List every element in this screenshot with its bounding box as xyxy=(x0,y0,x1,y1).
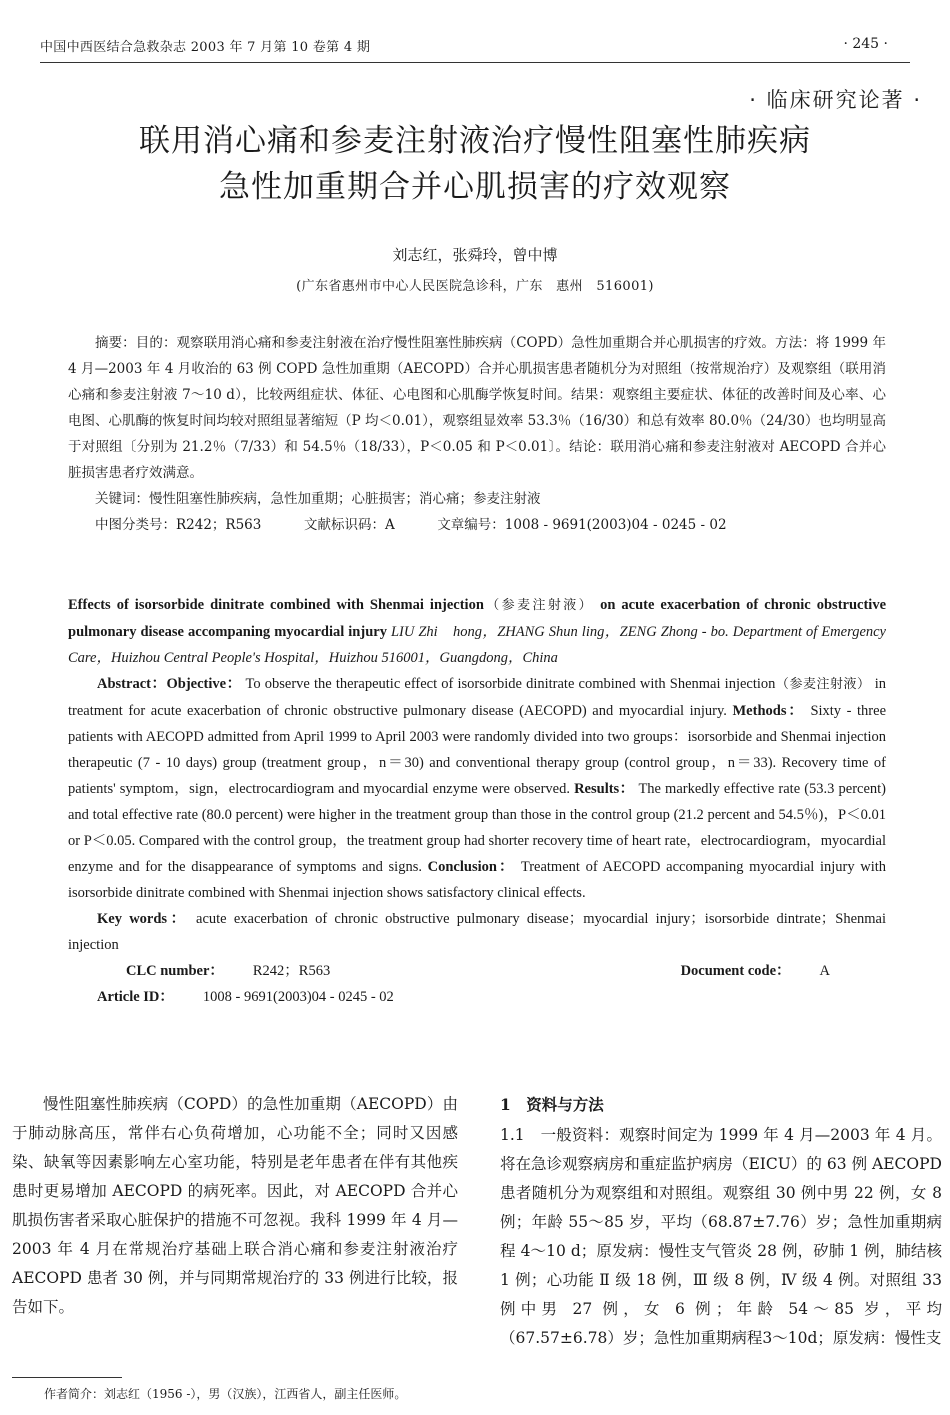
en-clc xyxy=(97,958,358,984)
cn-article-id: 文章编号：1008 - 9691(2003)04 - 0245 - 02 xyxy=(437,517,727,533)
en-article-id xyxy=(68,984,422,1010)
footnote-rule xyxy=(12,1377,122,1378)
cn-doc-code: 文献标识码：A xyxy=(303,517,395,533)
conclusion-text: Treatment of AECOPD accompaning myocardial injury with isorsorbide dinitrate combined with Shenmai injection shows satisfactory clinical effects. xyxy=(68,859,886,901)
intro-paragraph: 慢性阻塞性肺疾病（COPD）的急性加重期（AECOPD）由于肺动脉高压，常伴右心负荷增加，心功能不全；同时又因感染、缺氧等因素影响左心室功能，特别是老年患者在伴有其他疾患时更易增加 AECOPD 的病死率。因此，对 AECOPD 合并心肌损伤害者采取心脏保护的措施不可忽视。我科 1999 年 4 月—2003 年 4 月在常规治疗基础上联合消心痛和参麦注射液治疗 AECOPD 患者 30 例，并与同期常规治疗的 33 例进行比较，报告如下。 xyxy=(12,1095,458,1316)
chinese-abstract xyxy=(68,330,886,538)
page-number: · 245 · xyxy=(843,36,888,52)
objective-label: Objective： xyxy=(166,676,242,692)
section-heading: 1 资料与方法 xyxy=(500,1095,604,1114)
doc-code-value: A xyxy=(819,963,830,979)
en-title xyxy=(68,592,886,671)
section-tag: · 临床研究论著 · xyxy=(749,88,922,112)
journal-name: 中国中西医结合急救杂志 2003 年 7 月第 10 卷第 4 期 xyxy=(40,40,371,55)
authors: 刘志红，张舜玲，曾中博 xyxy=(392,246,558,264)
cn-ids xyxy=(68,512,886,538)
keywords-text: acute exacerbation of chronic obstructive pulmonary disease；myocardial injury；isorsorbide dintrate；Shenmai injection xyxy=(68,911,887,953)
conclusion-label: Conclusion： xyxy=(427,859,516,875)
article-id-value: 1008 - 9691(2003)04 - 0245 - 02 xyxy=(202,989,394,1005)
en-title-part-a: Effects of isorsorbide dinitrate combined with Shenmai injection xyxy=(68,597,484,613)
objective-text-b: in treatment for acute exacerbation of chronic obstructive pulmonary disease (AECOPD) and myocardial injury. xyxy=(68,676,886,719)
clc-value: R242；R563 xyxy=(252,963,331,979)
en-title-cn: （参麦注射液） xyxy=(483,598,595,613)
keywords-label: Key words： xyxy=(97,911,189,927)
methods-paragraph: 1.1 一般资料：观察时间定为 1999 年 4 月—2003 年 4 月。将在急诊观察病房和重症监护病房（EICU）的 63 例 AECOPD 患者随机分为观察组和对照组。观察组 30 例中男 22 例，女 8 例；年龄 55～85 岁，平均（68.87±7.76）岁；急性加重期病程 4～10 d；原发病：慢性支气管炎 28 例，矽肺 1 例，肺结核 1 例；心功能 Ⅱ 级 18 例，Ⅲ 级 8 例，Ⅳ 级 4 例。对照组 33 例中男 27 例，女 6 例；年龄 54～85 岁，平均（67.57±6.78）岁；急性加重期病程3～10d；原发病：慢性支 xyxy=(500,1126,942,1347)
article-id-label: Article ID： xyxy=(97,989,174,1005)
en-authors-affil: LIU Zhi hong，ZHANG Shun ling，ZENG Zhong - bo. Department of Emergency Care，Huizhou Central People's Hospital，Huizhou 516001，Guangdong，China xyxy=(68,624,886,666)
en-ids xyxy=(68,958,886,1010)
results-text: The markedly effective rate (53.3 percent) and total effective rate (80.0 percent) were higher in the treatment group than those in the control group (21.2 percent and 54.5％)，P＜0.01 or P＜0.05. Compared with the control group，the treatment group had shorter recovery time of heart rate，electrocardiogram，myocardial enzyme and for the disappearance of symptoms and signs. xyxy=(68,781,886,875)
author-footnote: 作者简介：刘志红（1956 -），男（汉族），江西省人，副主任医师。 xyxy=(44,1387,407,1401)
body-column-left xyxy=(12,1090,458,1322)
objective-text-a: To observe the therapeutic effect of isorsorbide dinitrate combined with Shenmai injection xyxy=(245,676,776,692)
en-keywords xyxy=(68,906,886,958)
clc-label: CLC number： xyxy=(126,963,224,979)
title-line-1: 联用消心痛和参麦注射液治疗慢性阻塞性肺疾病 xyxy=(139,123,811,159)
en-abstract-text xyxy=(68,671,886,906)
body-column-right xyxy=(500,1090,942,1353)
objective-cn: （参麦注射液） xyxy=(775,677,871,692)
methods-label: Methods： xyxy=(732,703,805,719)
methods-text: Sixty - three patients with AECOPD admitted from April 1999 to April 2003 were randomly divided into two groups：isorsorbide and Shenmai injection therapeutic (7 - 10 days) group (treatment group，n＝30) and conventional therapy group (control group，n＝33). Recovery time of patients' symptom，sign，electrocardiogram and myocardial enzyme were observed. xyxy=(68,703,886,797)
title-line-2: 急性加重期合并心肌损害的疗效观察 xyxy=(219,169,731,205)
header-rule xyxy=(40,62,910,63)
cn-clc: 中图分类号：R242；R563 xyxy=(95,517,262,533)
english-abstract xyxy=(68,592,886,1010)
en-title-part-b: on acute exacerbation of chronic obstructive pulmonary disease accompaning myocardial injury xyxy=(68,597,887,640)
cn-abstract-text: 摘要：目的：观察联用消心痛和参麦注射液在治疗慢性阻塞性肺疾病（COPD）急性加重期合并心肌损害的疗效。方法：将 1999 年 4 月—2003 年 4 月收治的 63 例 COPD 急性加重期（AECOPD）合并心肌损害患者随机分为对照组（按常规治疗）及观察组（联用消心痛和参麦注射液 7～10 d），比较两组症状、体征、心电图和心肌酶学恢复时间。结果：观察组主要症状、体征的改善时间及心率、心电图、心肌酶的恢复时间均较对照组显著缩短（P 均＜0.01），观察组显效率 53.3％（16/30）和总有效率 80.0％（24/30）也均明显高于对照组〔分别为 21.2％（7/33）和 54.5％（18/33），P＜0.05 和 P＜0.01〕。结论：联用消心痛和参麦注射液对 AECOPD 合并心脏损害患者疗效满意。 xyxy=(68,335,886,481)
abstract-label: Abstract： xyxy=(97,676,167,692)
cn-keywords: 关键词：慢性阻塞性肺疾病，急性加重期；心脏损害；消心痛；参麦注射液 xyxy=(95,491,541,507)
results-label: Results： xyxy=(574,781,635,797)
affiliation: (广东省惠州市中心人民医院急诊科，广东 惠州 516001) xyxy=(296,279,654,294)
doc-code-label: Document code： xyxy=(680,963,791,979)
article-title xyxy=(0,118,950,210)
en-doc-code xyxy=(652,958,858,984)
running-head xyxy=(40,36,910,56)
